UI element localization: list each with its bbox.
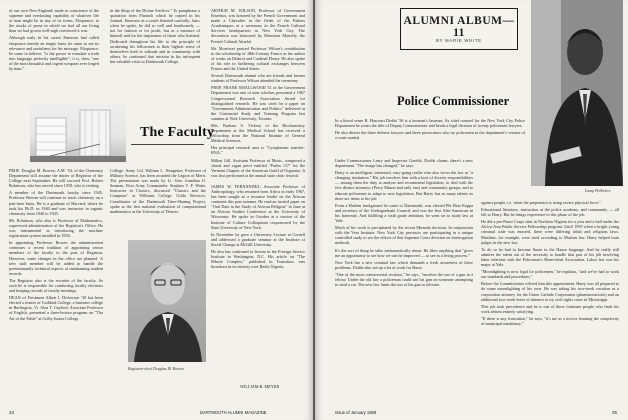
running-footer: Issue of January 1968: [335, 410, 377, 415]
paragraph: Harry is an intelligent, interested, easy-going realist who also views the law as "a changing institution." His job involves him with a host of diverse responsibilities — among them the duty to analyze and recommend legislation, to deal with the five district attorneys (Percy Mason had only one) and community groups, and to educate policemen to adapt to new legislation. But Harry has as many talents as there are items to his job.: [335, 170, 473, 201]
running-footer: DARTMOUTH ALUMNI MAGAZINE: [200, 410, 267, 415]
paragraph: To do so he had to become fluent in the Hausa language. And he really still admires the talent out of the necessity to handle that part of his job involving labor relations with the Policemen's Benevolent Association. Labor law was his major at Yale.: [481, 246, 619, 268]
right-col2: [481, 200, 619, 398]
paragraph: PROF. Douglas M. Bowen, A.M. '54, of the Chemistry Department will assume the duties of Registrar of the College next September. He will succeed Prof. Robert Robinson, who has served since 1958, who is retiring.: [9, 168, 103, 189]
author-signoff: WILLIAM R. MEYER: [240, 384, 280, 389]
photo-caption: Lamp Pelletiers: [585, 188, 611, 193]
paragraph: Before the Commissioner offered him this appointment, Harry was all prepared to do some moonlighting of his own. He was taking his two-week vacation as a corporation attorney for the Union Carbide Corporation (pharmaceuticals) and an additional two-week leave of absence to try civil rights cases in Mississippi.: [481, 281, 619, 302]
paragraph: Several Dartmouth alumni who are friends and former students of Professor Wilson attended the ceremony.: [211, 73, 305, 84]
left-col2-top: [110, 8, 200, 66]
article-heading: Police Commissioner: [397, 94, 510, 108]
divider: [131, 144, 204, 145]
paragraph: "One of the most controversial sections," he says, "involves the use of a gun in a felony. Under the old law a policeman could use his gun on someone attempting to steal a car. The new law limits the use of his gun to felonies: [335, 271, 473, 288]
paragraph: PROF. FRANK SMALLWOOD '51 of the Government Department was one of nine scholars presented a 1967 Congressional Research Association Award for distinguished research. He was cited for a paper on "Government Administration and Politics" delivered at the Centennial Study and Training Program last summer at York University, Toronto.: [211, 85, 305, 121]
paragraph: From a Harlem background he came to Dartmouth, was elected Phi Beta Kappa and secretary of the Undergraduate Council, and was the first Afro-American in his fraternity. And fulfilling a sixth grade ambition, he went on to study law at Yale.: [335, 202, 473, 224]
paragraph: It's the sort of thing he talks enthusiastically about. He likes anything that "gives me an opportunity to see how we can be improved — to see in a living process.": [335, 247, 473, 258]
paragraph: "Moonlighting is now legal for policemen," he explains, "and we've had to work out standards and procedures.": [481, 269, 619, 280]
right-col1: [335, 158, 473, 398]
banner-title: ALUMNI ALBUM—11: [403, 15, 515, 39]
paragraph: He also has continued to lecture in the Foreign Service Institute in Washington, D.C. His article on "The Mbwie Complex," published in Transition, was broadcast in its entirety over Radio Nigeria.: [211, 249, 305, 270]
paragraph: ARTHUR M. WILSON, Professor of Government Emeritus, was honored by the French Government and made a Chevalier in the Order of the Palmes Academiques at a ceremony in the French Cultural Services headquarters in New York City. The decoration was bestowed by Monsieur Martelly, the French Cultural Attaché.: [211, 8, 305, 44]
left-page: [0, 0, 313, 420]
paragraph: against people, i.e. when the perpetrator is using severe physical force.": [481, 200, 602, 205]
paragraph: of our own New England; made to conscience of the supreme and everlasting capability of whatever life of man might be in any of its forms. Eloquence, to the stocks of prose in which we had all our living than we had grown well-nigh convinced it was.: [9, 8, 99, 34]
right-intro: [335, 118, 525, 142]
paragraph: He also directs the three defense lawyers and three prosecutors who try policemen in the department's version of a court martial.: [335, 130, 525, 141]
byline: BY MARIE WHITE: [436, 38, 482, 43]
section-heading: The Faculty: [140, 125, 215, 140]
left-col2-bottom: [110, 168, 206, 216]
paragraph: Mr. Robinson, who also is Professor of Mathematics, supervised administration of the Registrar's Office. He was instrumental in introducing the machine registration system installed in 1956.: [9, 217, 103, 239]
paragraph: Under Commissioner Leary and Inspector Garelik, Dodds claims, there's a new department. "The image has changed," he says.: [335, 158, 473, 169]
paragraph: College. Army Col. William L. Nungester, Professor of Military Science, has been awarded the Legion of Merit. The presentation was made by Lt. Gen. Jonathan O. Seaman, First Army Commander. Stephen V. F. Waite, Instructor in Classics, discussed "Classics and the Computer" at Williams College. Gilda Nervicov, Coordinator of the Dartmouth Time-Sharing Project, spoke at the first national evaluation of computational mathematics at the University of Denver.: [110, 168, 206, 214]
portrait-photo: [128, 240, 206, 362]
campus-building-photo: [30, 104, 126, 162]
left-col3: [211, 8, 305, 386]
paragraph: The Registrar also is the recorder of the faculty. As such he is responsible for conducting faculty elections and keeping records of faculty meetings.: [9, 277, 103, 294]
paragraph: Mr. Morrisset praised Professor Wilson's contribution to the scholarship of 18th-Century France as the author of works on Diderot and Cardinal Fleury. He also spoke of his role in furthering cultural exchanges between France and the United States.: [211, 45, 305, 72]
page-number: 24: [9, 410, 15, 415]
paragraph: In November he gave a University Lecture at Cornell and addressed a graduate seminar at the Institute of Social Change at McGill University.: [211, 231, 305, 247]
paragraph: Milton Gill, Assistant Professor of Music, composed a choral and organ piece entitled "Psalm 137" for the Vermont Chapter of the American Guild of Organists. It was first performed at the annual state choir festival.: [211, 157, 305, 178]
paragraph: JAMES W. FERNANDEZ, Associate Professor of Anthropology, who returned from Africa in early 1967, has been sought as a resource leader on the African continent this past summer. He read an invited paper on "Oral Data in the Study of African Religion" in June at an African Studies Conference at the University of Wisconsin. He spoke in October at a session of the Institute of Culture Colloquium cosponsored by the State University of New York.: [211, 183, 305, 230]
paragraph: Educational literature, instruction at the police academy, and community — all fall to Harry. But he brings experience to this phase of the job.: [481, 207, 619, 218]
paragraph: Her principal research area is "Cytoplasmic transfer-RNA.": [211, 145, 305, 156]
commissioner-portrait: [531, 0, 623, 186]
left-col1-top: [9, 8, 99, 73]
paragraph: This job took precedence and he is one of those fortunate people who finds his work almost entirely satisfying.: [481, 303, 619, 314]
paragraph: Mrs. Barbara S. Vickery of the Biochemistry Department at the Medical School has received a fellowship from the National Institute of General Medical Sciences.: [211, 122, 305, 144]
paragraph: In appointing Professor Bowen the administration continues a recent tradition of appointing senior members of the faculty to the post of Registrar. However, some changes in the office are planned. A new staff member will be added to handle the predominantly technical aspects of maintaining student records.: [9, 240, 103, 276]
column-banner: [400, 8, 518, 50]
paragraph: in the Shop of the Divine Artificer." To paraphrase a quotation from Plutarch which he copied in his Journal, Emerson as a youth listened carefully; later, when he spoke, he did so well and handsomely — not for fashion or for profit, but as a measure of himself and for the inspiration of those who listened. Dedicated throughout his life to the principle of awakening his fellowmen to their highest sense of themselves both in solitude and in community with others, he continued that mission in his infrequent but valuable visits to Dartmouth College.: [110, 8, 200, 64]
paragraph: New York has a new criminal law which demands a fresh awareness of these problems. Dodds also set-up a lot of work for Harry.: [335, 259, 473, 270]
paragraph: DEAN of Freshmen Albert I. Dickerson '30 has been elected a trustee of Goddard College, a business college in Burlington, Vt. Alan T. Gaylord, Associate Professor of English, presented a three-lecture program on "The Art of the Fable" at Colby Junior College.: [9, 295, 103, 321]
paragraph: Although early in his career Emerson had called eloquence merely an empty form, he came to see its relevance and usefulness for his message. Eloquence, he came to believe, "is the power to translate a truth into language perfectly intelligible"; it is, then, "one of the most beautiful and cogent weapons ever forged by man.": [9, 35, 99, 72]
paragraph: Much of his work is precipitated by the recent Miranda decision. In conjunction with the Vera Institute, New York City precincts are participating in a unique controlled study to see the effects of that Supreme Court decision on interrogation methods.: [335, 225, 473, 246]
paragraph: In a literal sense R. Harcourt Dodds '56 is a lawman's lawman. As chief counsel for the New York City Police Department he wears the title of Deputy Commissioner and heads a legal division of twenty policemen lawyers.: [335, 118, 525, 129]
left-col1-bottom: [9, 168, 103, 396]
photo-caption: Registrar-elect Douglas M. Bowen: [128, 366, 184, 371]
paragraph: A member of the Dartmouth faculty since 1945, Professor Bowen will continue to teach chemistry on a part-time basis. He is a graduate of Harvard, where he took his Ph.D. in 1940 and was instructor in organic chemistry from 1940 to 1945.: [9, 190, 103, 216]
page-number: 25: [612, 410, 618, 415]
paragraph: "If there is any frustration," he says, "it's me as a novice learning the complexity of municipal machinery.": [481, 315, 619, 326]
paragraph: He did a pre-Peace Corps stint in Northern Nigeria for a year and a half under the Africa-Asia Public Service Fellowship program. Until 1959 when a bright young criminal code was enacted, there were differing tribal and religious laws. Muslims, for example, were tried according to Muslim law. Harry helped train judges in the new law.: [481, 219, 619, 245]
